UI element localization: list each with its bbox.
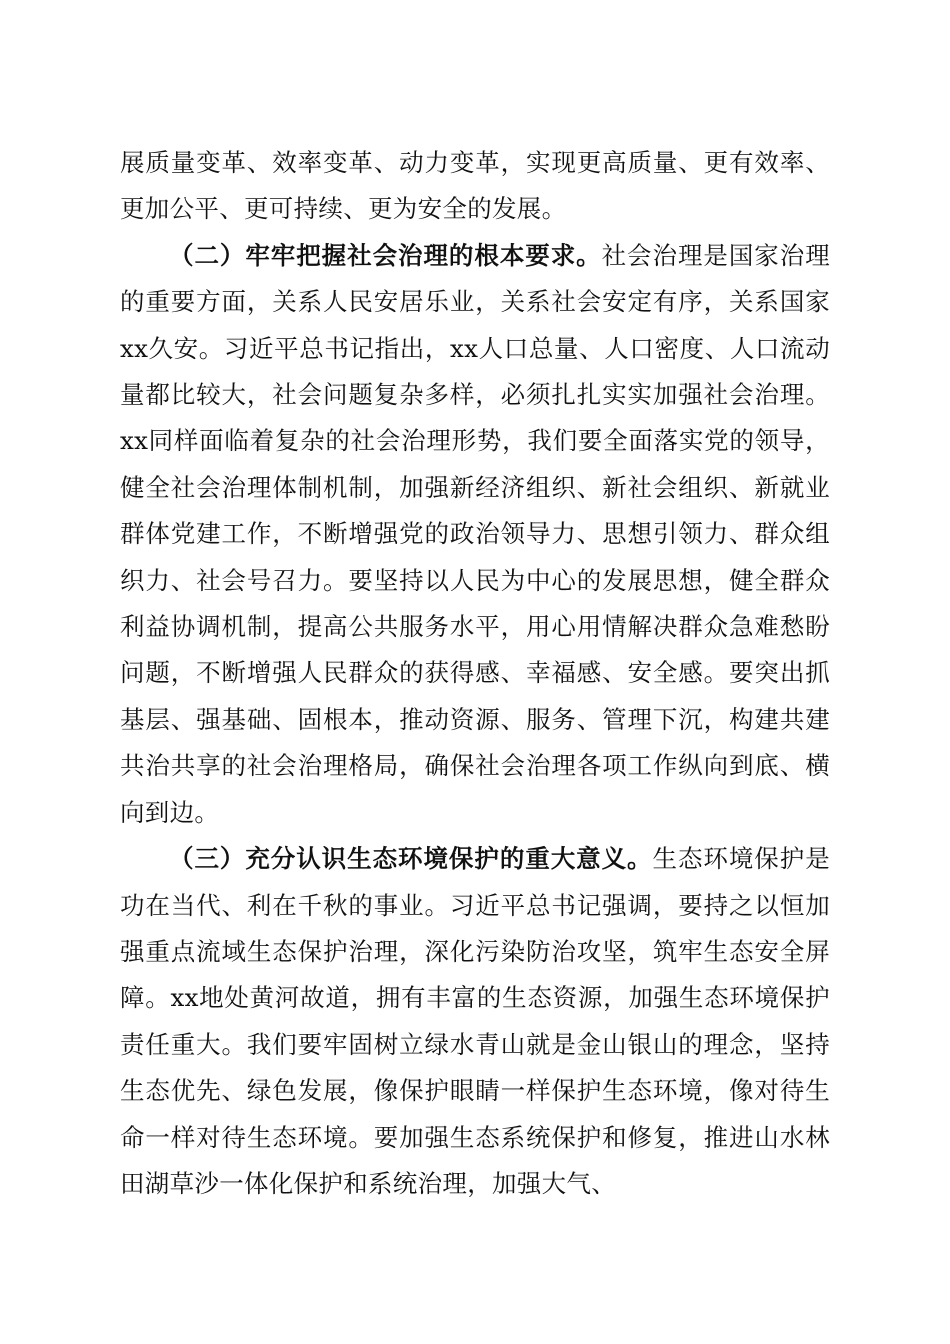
paragraph-social-governance — [120, 233, 830, 836]
document-body — [120, 140, 830, 1207]
paragraph-text: 社会治理是国家治理的重要方面，关系人民安居乐业，关系社会安定有序，关系国家xx久安。习近平总书记指出，xx人口总量、人口密度、人口流动量都比较大，社会问题复杂多样，必须扎扎实实加强社会治理。xx同样面临着复杂的社会治理形势，我们要全面落实党的领导，健全社会治理体制机制，加强新经济组织、新社会组织、新就业群体党建工作，不断增强党的政治领导力、思想引领力、群众组织力、社会号召力。要坚持以人民为中心的发展思想，健全群众利益协调机制，提高公共服务水平，用心用情解决群众急难愁盼问题，不断增强人民群众的获得感、幸福感、安全感。要突出抓基层、强基础、固根本，推动资源、服务、管理下沉，构建共建共治共享的社会治理格局，确保社会治理各项工作纵向到底、横向到边。 — [120, 240, 830, 827]
paragraph-text: 展质量变革、效率变革、动力变革，实现更高质量、更有效率、更加公平、更可持续、更为安全的发展。 — [120, 148, 830, 224]
paragraph-continuation — [120, 140, 830, 233]
section-heading: （三）充分认识生态环境保护的重大意义。 — [169, 844, 653, 874]
paragraph-text: 生态环境保护是功在当代、利在千秋的事业。习近平总书记强调，要持之以恒加强重点流域生态保护治理，深化污染防治攻坚，筑牢生态安全屏障。xx地处黄河故道，拥有丰富的生态资源，加强生态环境保护责任重大。我们要牢固树立绿水青山就是金山银山的理念，坚持生态优先、绿色发展，像保护眼睛一样保护生态环境，像对待生命一样对待生态环境。要加强生态系统保护和修复，推进山水林田湖草沙一体化保护和系统治理，加强大气、 — [120, 844, 830, 1198]
paragraph-ecological-protection — [120, 836, 830, 1207]
section-heading: （二）牢牢把握社会治理的根本要求。 — [169, 240, 602, 270]
